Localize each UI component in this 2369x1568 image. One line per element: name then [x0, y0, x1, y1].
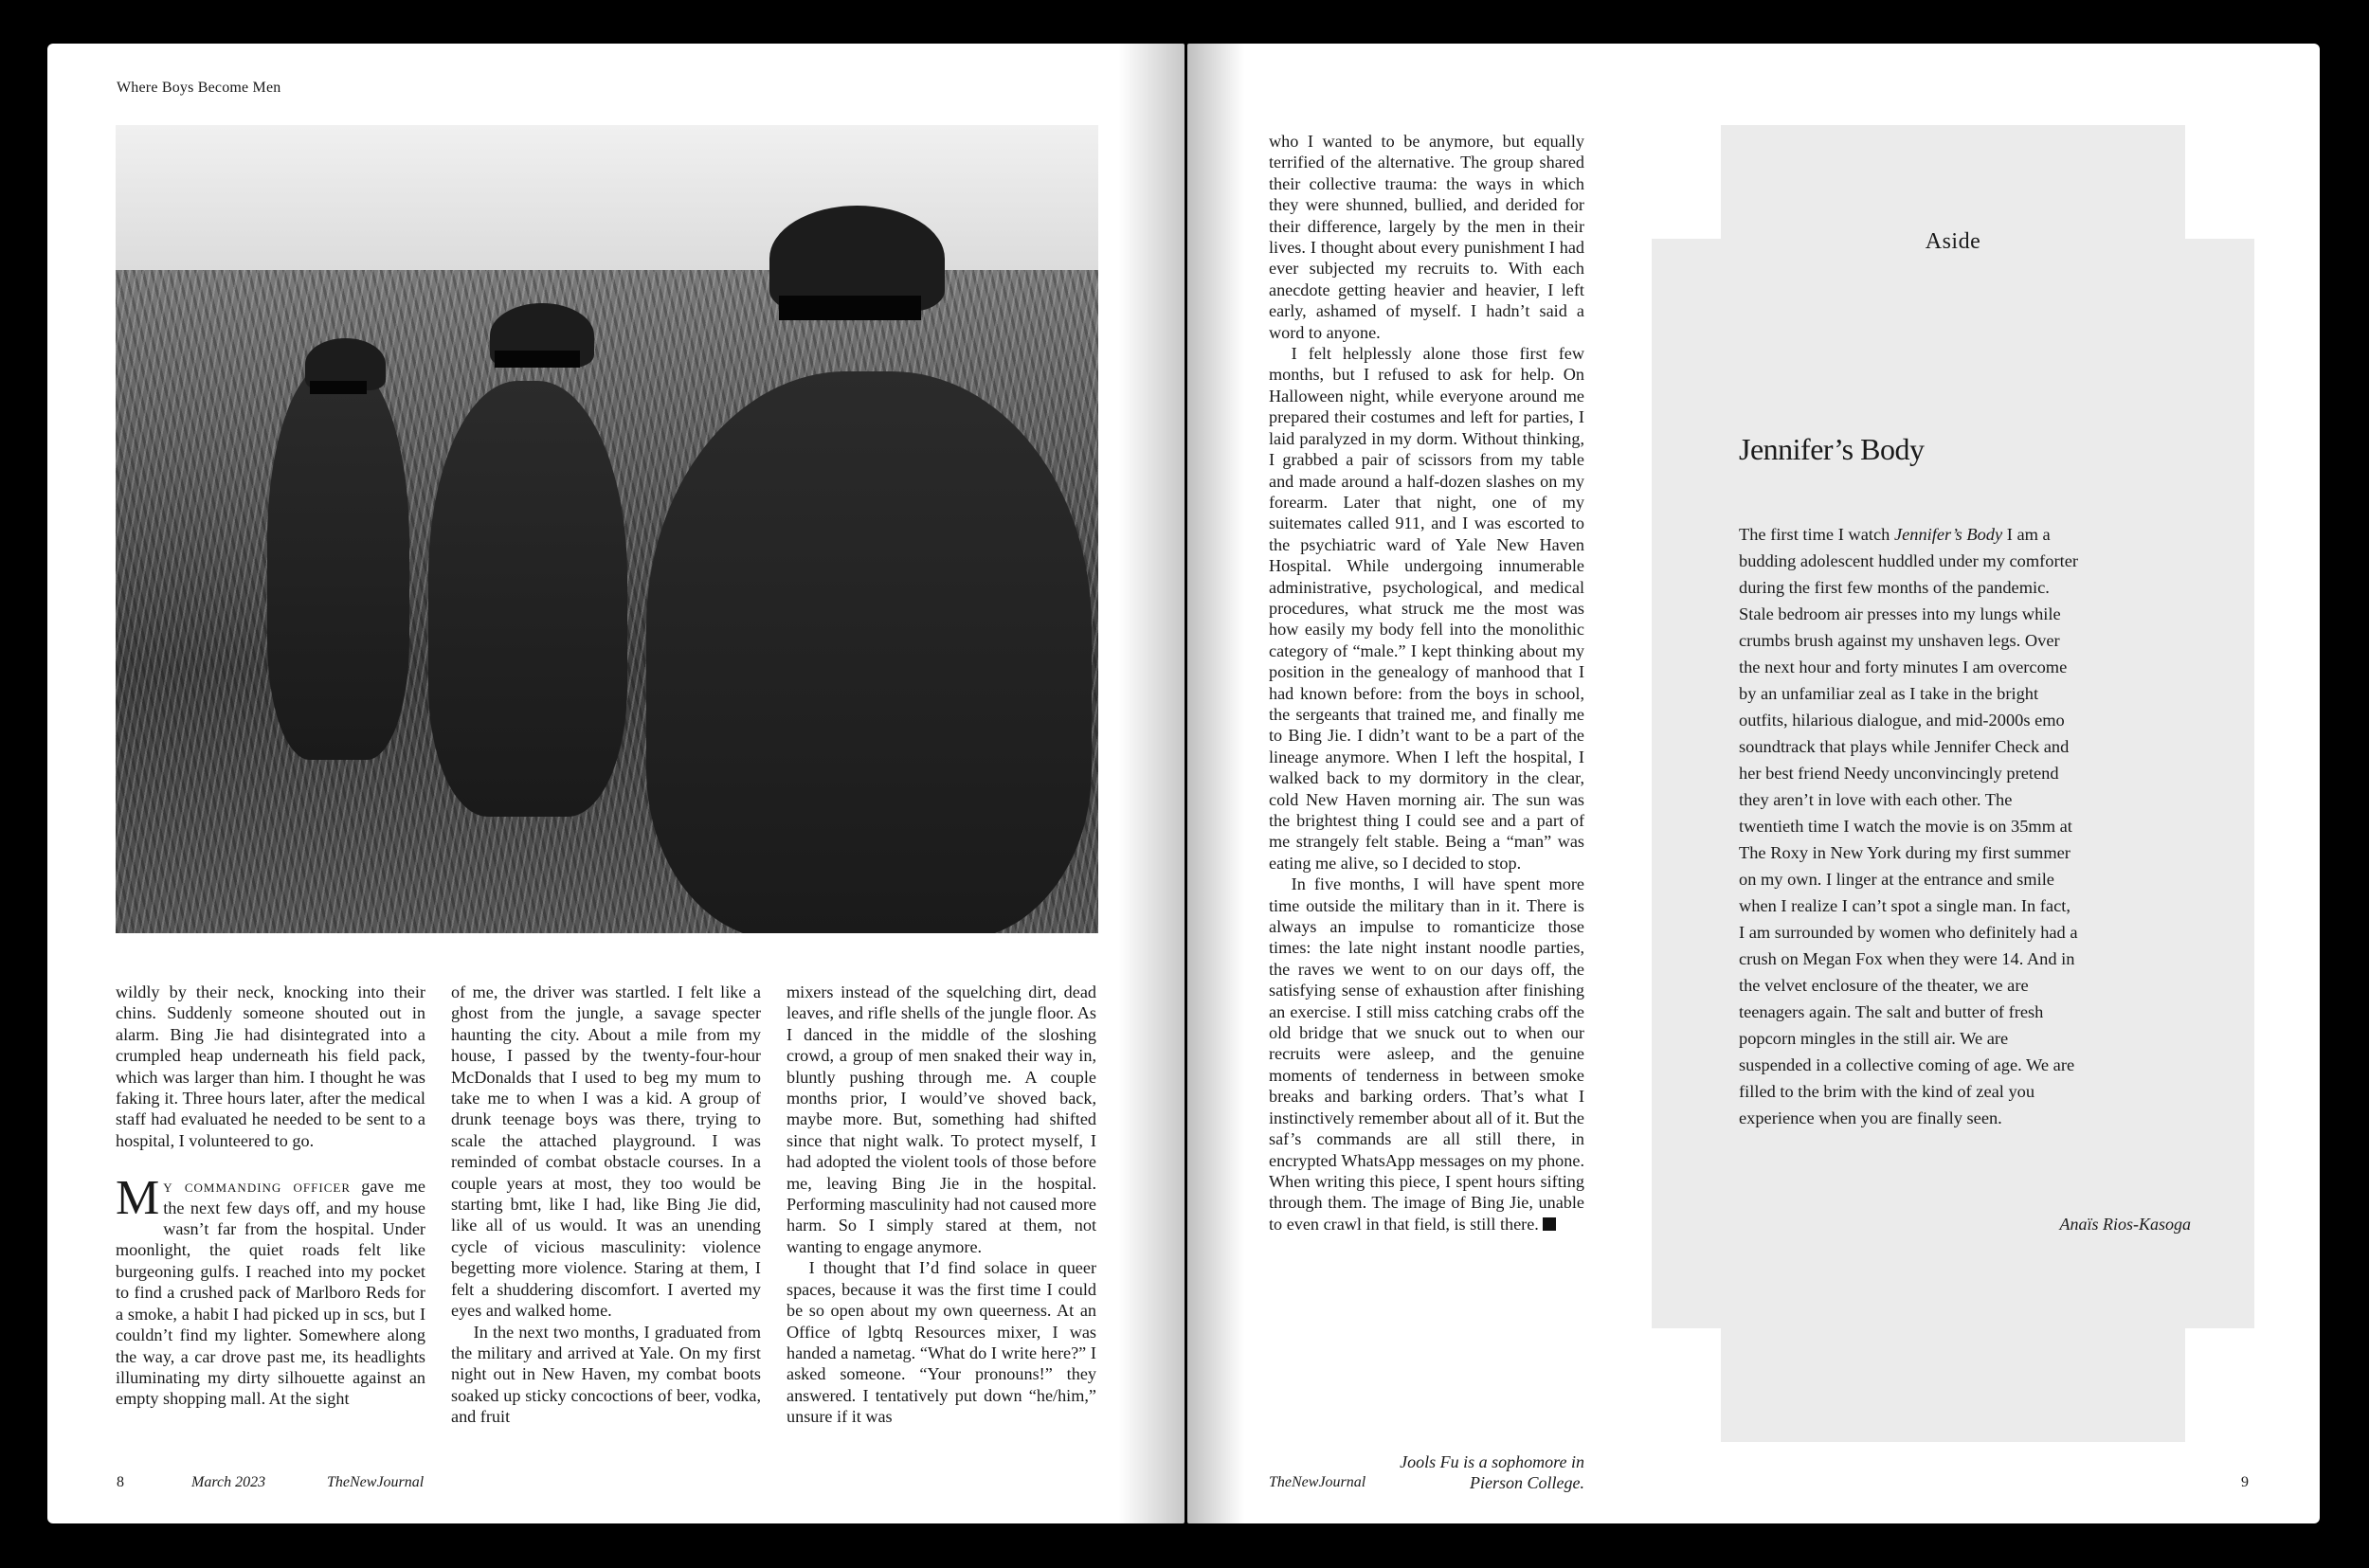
page-number: 9 [2241, 1474, 2249, 1490]
right-page [1187, 44, 2320, 1523]
gutter-shadow [1187, 44, 1244, 1523]
aside-label: Aside [1925, 229, 1981, 254]
paragraph-text: gave me the next few days off, and my house wasn’t far from the hospital. Under moonlight, the quiet roads felt like burgeoning gulfs. I reached into my pocket to find a crushed pack of Marlboro Reds for a smoke, a habit I had picked up in scs, but I couldn’t find my lighter. Somewhere along the way, a car drove past me, its headlights illuminating my dirty silhouette against an empty shopping mall. At the sight [116, 1177, 425, 1409]
photo-soldier-right [646, 371, 1092, 933]
paragraph: In the next two months, I graduated from the military and arrived at Yale. On my first night out in New Haven, my combat boots soaked up sticky concoctions of beer, vodka, and fruit [451, 1322, 761, 1427]
paragraph-dropcap [116, 1171, 425, 1409]
column-1 [116, 982, 425, 1410]
author-bio-line: Pierson College. [1470, 1473, 1584, 1492]
paragraph: wildly by their neck, knocking into their chins. Suddenly someone shouted out in alarm. Bing Jie had disintegrated into a crumpled heap underneath his field pack, which was larger than him. I thought he was faking it. Three hours later, after the medical staff had evaluated he needed to be sent to a hospital, I volunteered to go. [116, 982, 425, 1150]
page-number: 8 [117, 1474, 124, 1490]
publication-name: TheNewJournal [1269, 1474, 1366, 1490]
photo-redaction-bar [779, 296, 921, 320]
paragraph: mixers instead of the squelching dirt, dead leaves, and rifle shells of the jungle floor. As I danced in the middle of the sloshing crowd, a group of men snaked their way in, bluntly pushing through me. A couple months prior, I would’ve shoved back, maybe more. But, something had shifted since that night walk. To protect myself, I had adopted the violent tools of those before me, leaving Bing Jie in the hospital. Performing masculinity had not caused more harm. So I simply stared at them, not wanting to engage anymore. [787, 982, 1096, 1256]
column-3 [787, 982, 1096, 1428]
gutter-shadow [1118, 44, 1184, 1523]
photo-soldier-left [267, 362, 409, 760]
paragraph: I felt helplessly alone those first few months, but I refused to ask for help. On Halloween night, while everyone around me prepared their costumes and left for parties, I laid paralyzed in my dorm. Without thinking, I grabbed a pair of scissors from my table and made around a half-dozen slashes on my forearm. Later that night, one of my suitemates called 911, and I was escorted to the psychiatric ward of Yale New Haven Hospital. While undergoing innumerable administrative, psychological, and medical procedures, what struck me the most was how easily my body fell into the monolithic category of “male.” I kept thinking about my position in the genealogy of manhood that I had known before: from the boys in school, the sergeants that trained me, and finally me to Bing Jie. I didn’t want to be a part of the lineage anymore. When I left the hospital, I walked back to my dormitory in the clear, cold New Haven morning air. The sun was the brightest thing I could see and a part of me strangely felt stable. Being a “man” was eating me alive, so I decided to stop. [1269, 344, 1584, 873]
publication-name: TheNewJournal [327, 1474, 425, 1490]
running-head: Where Boys Become Men [117, 80, 281, 96]
paragraph [1269, 874, 1584, 1235]
aside-title: Jennifer’s Body [1739, 432, 1925, 466]
issue-date: March 2023 [191, 1474, 266, 1490]
paragraph: I thought that I’d find solace in queer spaces, because it was the first time I could be so open about my own queerness. At an Office of lgbtq Resources mixer, I was handed a nametag. “What do I write here?” I asked someone. “Your pronouns!” they answered. I tentatively put down “he/him,” unsure if it was [787, 1258, 1096, 1427]
end-mark-icon [1543, 1217, 1556, 1231]
photo-redaction-bar [495, 351, 580, 368]
author-bio-line: Jools Fu is a sophomore in [1400, 1452, 1584, 1471]
aside-text [1739, 521, 2080, 1131]
photo-soldier-middle [428, 381, 627, 817]
left-page [47, 44, 1184, 1523]
photo-redaction-bar [310, 381, 367, 394]
film-title: Jennifer’s Body [1893, 525, 2003, 544]
aside-text-body: I am a budding adolescent huddled under my comforter during the first few months of the pandemic. Stale bedroom air presses into my lungs while crumbs brush against my unshaven legs. Over the next hour and forty minutes I am overcome by an unfamiliar zeal as I take in the bright outfits, hilarious dialogue, and mid-2000s emo soundtrack that plays while Jennifer Check and her best friend Needy unconvincingly pretend they aren’t in love with each other. The twentieth time I watch the movie is on 35mm at The Roxy in New York during my first summer on my own. I linger at the entrance and smile when I realize I can’t spot a single man. In fact, I am surrounded by women who definitely had a crush on Megan Fox when they were 14. And in the velvet enclosure of the theater, we are teenagers again. The salt and butter of fresh popcorn mingles in the still air. We are suspended in a collective coming of age. We are filled to the brim with the kind of zeal you experience when you are finally seen. [1739, 525, 2079, 1127]
column-2 [451, 982, 761, 1428]
drop-cap: M [116, 1171, 160, 1226]
author-bio [1338, 1451, 1584, 1493]
soldiers-photo [116, 125, 1098, 933]
column-right [1269, 131, 1584, 1235]
paragraph: of me, the driver was startled. I felt like a ghost from the jungle, a savage specter haunting the city. About a mile from my house, I passed by the twenty-four-hour McDonalds that I used to beg my mum to take me to when I was a kid. A group of drunk teenage boys was there, trying to scale the attached playground. I was reminded of combat obstacle courses. In a couple years at most, they too would be starting bmt, like I had, like Bing Jie did, like all of us would. It was an unending cycle of vicious masculinity: violence begetting more violence. Staring at them, I felt a shuddering discomfort. I averted my eyes and walked home. [451, 982, 761, 1321]
paragraph-text: In five months, I will have spent more time outside the military than in it. There is always an impulse to romanticize those times: the late night instant noodle parties, the raves we went to on our days off, the satisfying sense of exhaustion after finishing an exercise. I still miss catching crabs off the old bridge that we snuck out to when our recruits were asleep, and the genuine moments of tenderness in between smoke breaks and barking orders. That’s what I instinctively remember about all of it. But the saf’s commands are all still there, in encrypted WhatsApp messages on my phone. When writing this piece, I spent hours sifting through them. The image of Bing Jie, unable to even crawl in that field, is still there. [1269, 874, 1584, 1234]
paragraph: who I wanted to be anymore, but equally terrified of the alternative. The group shared their collective trauma: the ways in which they were shunned, bullied, and derided for their difference, largely by the men in their lives. I thought about every punishment I had ever subjected my recruits to. With each anecdote getting heavier and heavier, I left early, ashamed of myself. I hadn’t said a word to anyone. [1269, 132, 1584, 342]
aside-author: Anaïs Rios-Kasoga [2059, 1215, 2191, 1234]
small-caps-lead: y commanding officer [163, 1177, 351, 1197]
aside-text-lead: The first time I watch [1739, 525, 1894, 544]
aside-box [1652, 125, 2254, 1442]
